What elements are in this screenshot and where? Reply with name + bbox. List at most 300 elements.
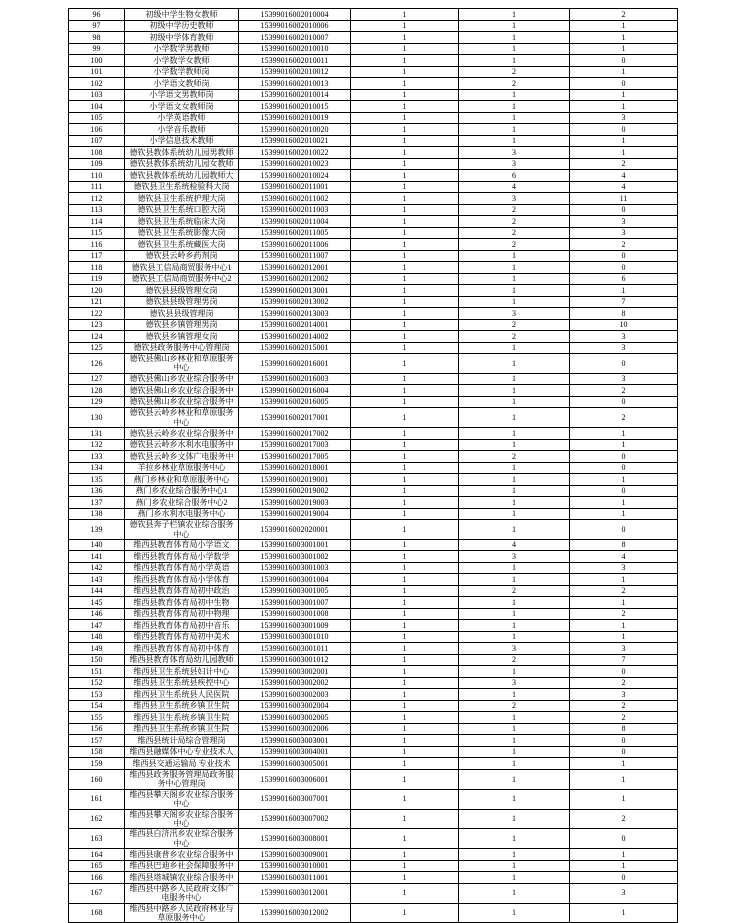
position-code-cell: 15399016002012002 <box>239 273 351 285</box>
value-col3-cell: 3 <box>570 342 678 354</box>
value-col2-cell: 2 <box>459 204 570 216</box>
row-number-cell: 116 <box>69 239 125 251</box>
table-row <box>69 883 678 903</box>
value-col2-cell: 2 <box>459 227 570 239</box>
position-name-cell: 维西县政务服务管理局政务服务中心管理岗 <box>125 769 239 789</box>
table-row <box>69 262 678 274</box>
position-code-cell: 15399016003012002 <box>239 903 351 923</box>
row-number-cell: 103 <box>69 89 125 101</box>
position-name-cell: 小学英语教师 <box>125 112 239 124</box>
position-code-cell: 15399016002010010 <box>239 43 351 55</box>
row-number-cell: 162 <box>69 809 125 829</box>
value-col1-cell: 1 <box>351 700 459 712</box>
position-name-cell: 德钦县佛山乡农业综合服务中 <box>125 385 239 397</box>
value-col2-cell: 2 <box>459 331 570 343</box>
value-col1-cell: 1 <box>351 408 459 428</box>
position-code-cell: 15399016002010013 <box>239 78 351 90</box>
value-col3-cell: 0 <box>570 462 678 474</box>
value-col2-cell: 1 <box>459 689 570 701</box>
value-col2-cell: 1 <box>459 485 570 497</box>
table-row <box>69 860 678 872</box>
position-name-cell: 维西县教育体育局初中物理 <box>125 608 239 620</box>
value-col3-cell: 0 <box>570 55 678 67</box>
table-row <box>69 872 678 884</box>
row-number-cell: 113 <box>69 204 125 216</box>
position-code-cell: 15399016002017001 <box>239 408 351 428</box>
value-col3-cell: 1 <box>570 474 678 486</box>
position-code-cell: 15399016002010004 <box>239 9 351 21</box>
position-name-cell: 初级中学生物女教师 <box>125 9 239 21</box>
value-col3-cell: 1 <box>570 758 678 770</box>
value-col2-cell: 2 <box>459 451 570 463</box>
row-number-cell: 164 <box>69 849 125 861</box>
value-col3-cell: 0 <box>570 451 678 463</box>
value-col3-cell: 2 <box>570 239 678 251</box>
value-col1-cell: 1 <box>351 677 459 689</box>
position-name-cell: 德钦县政务服务中心管理岗 <box>125 342 239 354</box>
value-col3-cell: 2 <box>570 677 678 689</box>
position-name-cell: 德钦县工信局商贸服务中心2 <box>125 273 239 285</box>
position-code-cell: 15399016002010020 <box>239 124 351 136</box>
table-row <box>69 585 678 597</box>
position-name-cell: 维西县教育体育局小学体育 <box>125 574 239 586</box>
table-row <box>69 551 678 563</box>
position-code-cell: 15399016003002005 <box>239 712 351 724</box>
value-col3-cell: 0 <box>570 829 678 849</box>
position-code-cell: 15399016003006001 <box>239 769 351 789</box>
position-name-cell: 维西县交通运输局 专业技术 <box>125 758 239 770</box>
row-number-cell: 101 <box>69 66 125 78</box>
position-code-cell: 15399016002016004 <box>239 385 351 397</box>
value-col3-cell: 2 <box>570 385 678 397</box>
table-row <box>69 193 678 205</box>
value-col3-cell: 0 <box>570 485 678 497</box>
position-code-cell: 15399016002011002 <box>239 193 351 205</box>
position-code-cell: 15399016003008001 <box>239 829 351 849</box>
position-name-cell: 维西县教育体育局小学数学 <box>125 551 239 563</box>
value-col3-cell: 1 <box>570 769 678 789</box>
value-col1-cell: 1 <box>351 331 459 343</box>
value-col2-cell: 1 <box>459 562 570 574</box>
value-col2-cell: 1 <box>459 520 570 540</box>
value-col1-cell: 1 <box>351 789 459 809</box>
table-row <box>69 439 678 451</box>
position-name-cell: 德钦县佛山乡农业综合服务中 <box>125 396 239 408</box>
table-row <box>69 723 678 735</box>
table-row <box>69 520 678 540</box>
value-col1-cell: 1 <box>351 769 459 789</box>
value-col2-cell: 2 <box>459 700 570 712</box>
position-code-cell: 15399016002014001 <box>239 319 351 331</box>
value-col2-cell: 1 <box>459 439 570 451</box>
value-col1-cell: 1 <box>351 319 459 331</box>
position-code-cell: 15399016002019002 <box>239 485 351 497</box>
position-name-cell: 小学数学女教师 <box>125 55 239 67</box>
value-col3-cell: 0 <box>570 735 678 747</box>
table-row <box>69 620 678 632</box>
position-name-cell: 小学语文男教师岗 <box>125 89 239 101</box>
position-code-cell: 15399016002019001 <box>239 474 351 486</box>
table-row <box>69 654 678 666</box>
position-name-cell: 德钦县云岭乡药剂岗 <box>125 250 239 262</box>
value-col1-cell: 1 <box>351 497 459 509</box>
position-code-cell: 15399016003001005 <box>239 585 351 597</box>
position-code-cell: 15399016002011007 <box>239 250 351 262</box>
position-name-cell: 维西县卫生系统乡镇卫生院 <box>125 712 239 724</box>
position-name-cell: 德钦县教体系统幼儿园男教师 <box>125 147 239 159</box>
table-row <box>69 758 678 770</box>
value-col1-cell: 1 <box>351 562 459 574</box>
value-col1-cell: 1 <box>351 193 459 205</box>
value-col3-cell: 11 <box>570 193 678 205</box>
value-col1-cell: 1 <box>351 474 459 486</box>
row-number-cell: 109 <box>69 158 125 170</box>
position-code-cell: 15399016002011003 <box>239 204 351 216</box>
position-code-cell: 15399016002020001 <box>239 520 351 540</box>
value-col2-cell: 1 <box>459 746 570 758</box>
position-table-body <box>69 9 678 923</box>
value-col3-cell: 3 <box>570 562 678 574</box>
row-number-cell: 111 <box>69 181 125 193</box>
row-number-cell: 153 <box>69 689 125 701</box>
table-row <box>69 78 678 90</box>
position-name-cell: 维西县教育体育局初中体育 <box>125 643 239 655</box>
value-col2-cell: 1 <box>459 135 570 147</box>
value-col1-cell: 1 <box>351 158 459 170</box>
position-code-cell: 15399016002017003 <box>239 439 351 451</box>
table-row <box>69 250 678 262</box>
row-number-cell: 141 <box>69 551 125 563</box>
position-code-cell: 15399016003001003 <box>239 562 351 574</box>
value-col2-cell: 2 <box>459 239 570 251</box>
position-code-cell: 15399016003009001 <box>239 849 351 861</box>
position-code-cell: 15399016002010021 <box>239 135 351 147</box>
row-number-cell: 138 <box>69 508 125 520</box>
position-code-cell: 15399016003001011 <box>239 643 351 655</box>
value-col3-cell: 1 <box>570 89 678 101</box>
value-col1-cell: 1 <box>351 574 459 586</box>
value-col2-cell: 1 <box>459 396 570 408</box>
table-row <box>69 539 678 551</box>
position-code-cell: 15399016002014002 <box>239 331 351 343</box>
position-code-cell: 15399016002016003 <box>239 373 351 385</box>
value-col2-cell: 1 <box>459 769 570 789</box>
value-col3-cell: 1 <box>570 101 678 113</box>
value-col3-cell: 0 <box>570 520 678 540</box>
position-code-cell: 15399016003001012 <box>239 654 351 666</box>
table-row <box>69 643 678 655</box>
row-number-cell: 140 <box>69 539 125 551</box>
value-col3-cell: 3 <box>570 112 678 124</box>
table-row <box>69 689 678 701</box>
position-name-cell: 维西县康普乡农业综合服务中 <box>125 849 239 861</box>
value-col1-cell: 1 <box>351 829 459 849</box>
value-col1-cell: 1 <box>351 849 459 861</box>
value-col2-cell: 1 <box>459 101 570 113</box>
value-col2-cell: 1 <box>459 666 570 678</box>
value-col3-cell: 8 <box>570 539 678 551</box>
table-row <box>69 124 678 136</box>
value-col3-cell: 1 <box>570 860 678 872</box>
table-row <box>69 55 678 67</box>
table-row <box>69 158 678 170</box>
value-col2-cell: 1 <box>459 428 570 440</box>
value-col1-cell: 1 <box>351 55 459 67</box>
position-name-cell: 维西县卫生系统乡镇卫生院 <box>125 700 239 712</box>
position-code-cell: 15399016002017002 <box>239 428 351 440</box>
row-number-cell: 155 <box>69 712 125 724</box>
table-row <box>69 485 678 497</box>
value-col1-cell: 1 <box>351 20 459 32</box>
value-col2-cell: 1 <box>459 250 570 262</box>
value-col1-cell: 1 <box>351 608 459 620</box>
position-code-cell: 15399016003002006 <box>239 723 351 735</box>
position-name-cell: 德钦县佛山乡林业和草原服务中心 <box>125 354 239 374</box>
row-number-cell: 144 <box>69 585 125 597</box>
position-code-cell: 15399016002010011 <box>239 55 351 67</box>
table-row <box>69 385 678 397</box>
row-number-cell: 112 <box>69 193 125 205</box>
table-row <box>69 666 678 678</box>
value-col1-cell: 1 <box>351 860 459 872</box>
position-name-cell: 维西县卫生系统县妇计中心 <box>125 666 239 678</box>
position-name-cell: 小学语文教师岗 <box>125 78 239 90</box>
value-col3-cell: 2 <box>570 9 678 21</box>
position-code-cell: 15399016002011005 <box>239 227 351 239</box>
value-col2-cell: 1 <box>459 712 570 724</box>
row-number-cell: 114 <box>69 216 125 228</box>
position-code-cell: 15399016002011001 <box>239 181 351 193</box>
value-col2-cell: 1 <box>459 296 570 308</box>
value-col3-cell: 2 <box>570 712 678 724</box>
value-col3-cell: 2 <box>570 585 678 597</box>
value-col1-cell: 1 <box>351 147 459 159</box>
position-name-cell: 德钦县卫生系统口腔大岗 <box>125 204 239 216</box>
value-col3-cell: 0 <box>570 666 678 678</box>
position-name-cell: 维西县教育体育局初中政治 <box>125 585 239 597</box>
value-col1-cell: 1 <box>351 9 459 21</box>
position-code-cell: 15399016002013002 <box>239 296 351 308</box>
position-name-cell: 德钦县卫生系统影像大岗 <box>125 227 239 239</box>
value-col3-cell: 0 <box>570 354 678 374</box>
value-col2-cell: 3 <box>459 158 570 170</box>
table-row <box>69 181 678 193</box>
position-name-cell: 德钦县云岭乡林业和草原服务中心 <box>125 408 239 428</box>
row-number-cell: 150 <box>69 654 125 666</box>
position-name-cell: 维西县中路乡人民政府林业与草原服务中心 <box>125 903 239 923</box>
row-number-cell: 120 <box>69 285 125 297</box>
position-code-cell: 15399016003001001 <box>239 539 351 551</box>
value-col3-cell: 1 <box>570 32 678 44</box>
value-col1-cell: 1 <box>351 32 459 44</box>
value-col3-cell: 1 <box>570 285 678 297</box>
value-col1-cell: 1 <box>351 758 459 770</box>
value-col2-cell: 1 <box>459 860 570 872</box>
value-col2-cell: 1 <box>459 631 570 643</box>
position-name-cell: 维西县教育体育局初中音乐 <box>125 620 239 632</box>
value-col3-cell: 8 <box>570 308 678 320</box>
table-row <box>69 462 678 474</box>
table-row <box>69 735 678 747</box>
value-col3-cell: 3 <box>570 643 678 655</box>
value-col3-cell: 4 <box>570 181 678 193</box>
position-name-cell: 维西县教育体育局小学英语 <box>125 562 239 574</box>
table-row <box>69 216 678 228</box>
position-name-cell: 维西县中路乡人民政府文体广电服务中心 <box>125 883 239 903</box>
value-col1-cell: 1 <box>351 181 459 193</box>
value-col1-cell: 1 <box>351 462 459 474</box>
value-col3-cell: 6 <box>570 273 678 285</box>
value-col3-cell: 0 <box>570 78 678 90</box>
value-col1-cell: 1 <box>351 170 459 182</box>
row-number-cell: 154 <box>69 700 125 712</box>
position-code-cell: 15399016003001008 <box>239 608 351 620</box>
row-number-cell: 126 <box>69 354 125 374</box>
value-col1-cell: 1 <box>351 439 459 451</box>
value-col3-cell: 1 <box>570 903 678 923</box>
table-row <box>69 428 678 440</box>
value-col1-cell: 1 <box>351 285 459 297</box>
table-row <box>69 408 678 428</box>
position-code-cell: 15399016002010019 <box>239 112 351 124</box>
table-row <box>69 319 678 331</box>
value-col1-cell: 1 <box>351 620 459 632</box>
value-col3-cell: 3 <box>570 331 678 343</box>
row-number-cell: 108 <box>69 147 125 159</box>
row-number-cell: 100 <box>69 55 125 67</box>
position-code-cell: 15399016003011001 <box>239 872 351 884</box>
position-code-cell: 15399016002013003 <box>239 308 351 320</box>
position-name-cell: 德钦县乡镇管理男岗 <box>125 319 239 331</box>
value-col1-cell: 1 <box>351 735 459 747</box>
table-row <box>69 474 678 486</box>
table-row <box>69 101 678 113</box>
value-col1-cell: 1 <box>351 689 459 701</box>
position-name-cell: 德钦县教体系统幼儿园教师大 <box>125 170 239 182</box>
position-name-cell: 维西县教育体育局幼儿园教师 <box>125 654 239 666</box>
value-col1-cell: 1 <box>351 250 459 262</box>
position-code-cell: 15399016002010012 <box>239 66 351 78</box>
table-row <box>69 170 678 182</box>
value-col2-cell: 1 <box>459 620 570 632</box>
position-name-cell: 燕门乡农业综合服务中心2 <box>125 497 239 509</box>
value-col3-cell: 0 <box>570 746 678 758</box>
position-name-cell: 维西县融媒体中心专业技术人 <box>125 746 239 758</box>
value-col3-cell: 1 <box>570 66 678 78</box>
value-col2-cell: 1 <box>459 474 570 486</box>
table-row <box>69 451 678 463</box>
table-row <box>69 903 678 923</box>
value-col2-cell: 1 <box>459 849 570 861</box>
table-row <box>69 147 678 159</box>
value-col1-cell: 1 <box>351 654 459 666</box>
position-name-cell: 德钦县工信局商贸服务中心1 <box>125 262 239 274</box>
row-number-cell: 125 <box>69 342 125 354</box>
table-row <box>69 204 678 216</box>
row-number-cell: 156 <box>69 723 125 735</box>
position-code-cell: 15399016003007002 <box>239 809 351 829</box>
value-col2-cell: 1 <box>459 809 570 829</box>
value-col3-cell: 2 <box>570 700 678 712</box>
value-col1-cell: 1 <box>351 712 459 724</box>
position-code-cell: 15399016002012001 <box>239 262 351 274</box>
position-name-cell: 德钦县卫生系统藏医大岗 <box>125 239 239 251</box>
position-name-cell: 燕门乡水利水电服务中心 <box>125 508 239 520</box>
table-row <box>69 239 678 251</box>
value-col2-cell: 3 <box>459 308 570 320</box>
value-col3-cell: 1 <box>570 789 678 809</box>
value-col3-cell: 10 <box>570 319 678 331</box>
table-row <box>69 308 678 320</box>
position-code-cell: 15399016002011006 <box>239 239 351 251</box>
table-row <box>69 712 678 724</box>
position-code-cell: 15399016002019003 <box>239 497 351 509</box>
value-col2-cell: 1 <box>459 55 570 67</box>
row-number-cell: 106 <box>69 124 125 136</box>
value-col1-cell: 1 <box>351 666 459 678</box>
row-number-cell: 117 <box>69 250 125 262</box>
value-col1-cell: 1 <box>351 101 459 113</box>
row-number-cell: 143 <box>69 574 125 586</box>
position-name-cell: 初级中学体育教师 <box>125 32 239 44</box>
position-code-cell: 15399016002010022 <box>239 147 351 159</box>
position-name-cell: 维西县塔城镇农业综合服务中 <box>125 872 239 884</box>
value-col3-cell: 1 <box>570 428 678 440</box>
position-code-cell: 15399016003001009 <box>239 620 351 632</box>
value-col3-cell: 7 <box>570 296 678 308</box>
position-code-cell: 15399016003001007 <box>239 597 351 609</box>
value-col1-cell: 1 <box>351 643 459 655</box>
position-name-cell: 小学信息技术教师 <box>125 135 239 147</box>
table-row <box>69 43 678 55</box>
position-name-cell: 德钦县云岭乡农业综合服务中 <box>125 428 239 440</box>
value-col2-cell: 3 <box>459 677 570 689</box>
value-col3-cell: 7 <box>570 654 678 666</box>
value-col2-cell: 1 <box>459 43 570 55</box>
position-code-cell: 15399016002010006 <box>239 20 351 32</box>
position-code-cell: 15399016002013001 <box>239 285 351 297</box>
position-table <box>68 8 678 923</box>
value-col1-cell: 1 <box>351 135 459 147</box>
row-number-cell: 149 <box>69 643 125 655</box>
row-number-cell: 163 <box>69 829 125 849</box>
position-code-cell: 15399016003007001 <box>239 789 351 809</box>
value-col1-cell: 1 <box>351 262 459 274</box>
position-name-cell: 维西县教育体育局小学语文 <box>125 539 239 551</box>
value-col3-cell: 1 <box>570 620 678 632</box>
value-col3-cell: 1 <box>570 574 678 586</box>
document-sheet <box>68 8 678 923</box>
row-number-cell: 167 <box>69 883 125 903</box>
value-col2-cell: 6 <box>459 170 570 182</box>
value-col3-cell: 8 <box>570 723 678 735</box>
value-col2-cell: 1 <box>459 508 570 520</box>
position-name-cell: 德钦县卫生系统检验科大岗 <box>125 181 239 193</box>
value-col1-cell: 1 <box>351 78 459 90</box>
table-row <box>69 373 678 385</box>
row-number-cell: 118 <box>69 262 125 274</box>
value-col3-cell: 3 <box>570 227 678 239</box>
value-col3-cell: 3 <box>570 216 678 228</box>
row-number-cell: 166 <box>69 872 125 884</box>
value-col1-cell: 1 <box>351 539 459 551</box>
value-col1-cell: 1 <box>351 227 459 239</box>
position-code-cell: 15399016002018001 <box>239 462 351 474</box>
value-col2-cell: 1 <box>459 89 570 101</box>
value-col1-cell: 1 <box>351 342 459 354</box>
position-name-cell: 德钦县教体系统幼儿园女教师 <box>125 158 239 170</box>
value-col2-cell: 1 <box>459 872 570 884</box>
